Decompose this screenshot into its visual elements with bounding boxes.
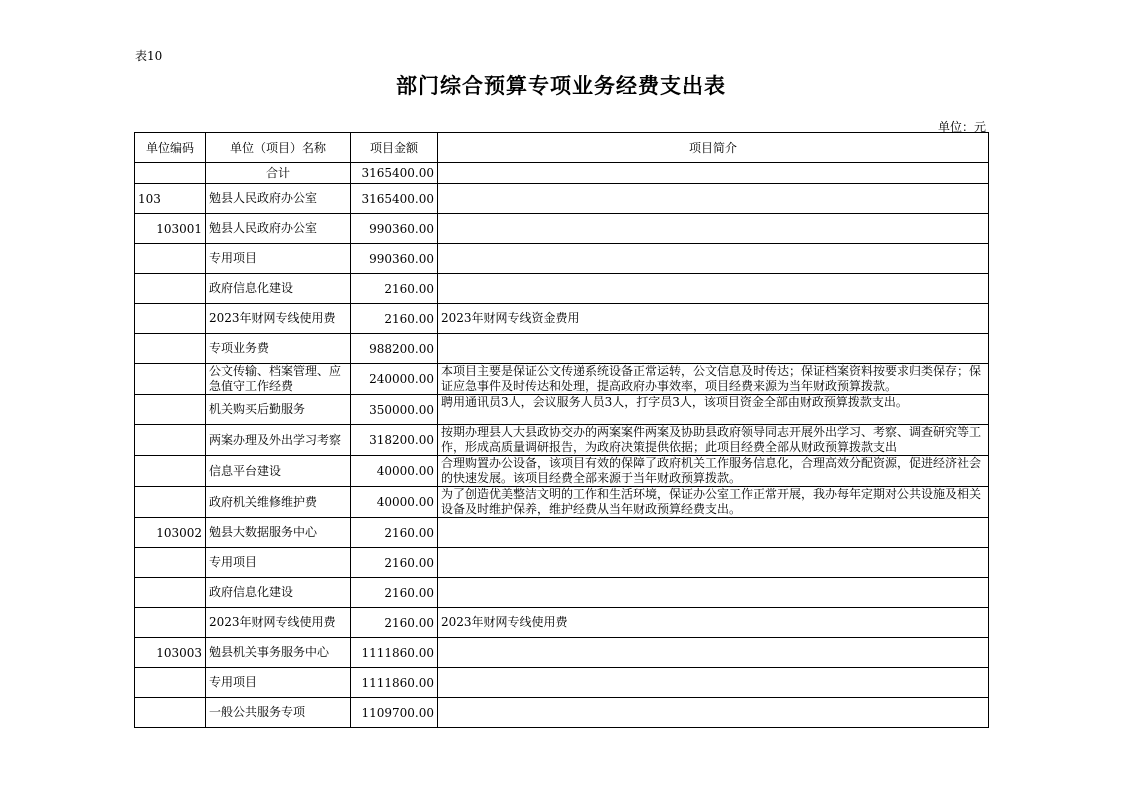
description-cell [438,698,989,728]
total-amount: 3165400.00 [351,163,438,184]
table-row [135,548,989,578]
unit-name-cell: 两案办理及外出学习考察 [206,425,351,456]
table-row [135,456,989,487]
unit-name-cell: 2023年财网专线使用费 [206,608,351,638]
table-row [135,184,989,214]
table-row [135,334,989,364]
total-row [135,163,989,184]
unit-name-cell: 勉县大数据服务中心 [206,518,351,548]
header-unit-name: 单位（项目）名称 [206,133,351,163]
table-row [135,425,989,456]
table-row [135,244,989,274]
unit-name-cell: 政府信息化建设 [206,578,351,608]
unit-code-cell [135,578,206,608]
unit-name-cell: 专用项目 [206,548,351,578]
unit-code-cell: 103 [135,184,206,214]
unit-label: 单位：元 [937,120,986,134]
amount-cell: 318200.00 [351,425,438,456]
amount-cell: 2160.00 [351,304,438,334]
unit-code-cell: 103001 [135,214,206,244]
unit-name-cell: 信息平台建设 [206,456,351,487]
unit-name-cell: 政府信息化建设 [206,274,351,304]
amount-cell: 990360.00 [351,214,438,244]
unit-name-cell: 政府机关维修维护费 [206,487,351,518]
table-body [135,184,989,728]
unit-code-cell [135,364,206,395]
description-cell [438,578,989,608]
unit-name-cell: 专用项目 [206,244,351,274]
unit-code-cell [135,244,206,274]
amount-cell: 2160.00 [351,274,438,304]
unit-name-cell: 机关购买后勤服务 [206,395,351,425]
description-cell: 聘用通讯员3人，会议服务人员3人，打字员3人，该项目资金全部由财政预算拨款支出。 [438,395,989,425]
unit-code-cell [135,487,206,518]
unit-code-cell [135,668,206,698]
table-row [135,487,989,518]
amount-cell: 988200.00 [351,334,438,364]
unit-code-cell [135,548,206,578]
unit-name-cell: 一般公共服务专项 [206,698,351,728]
unit-code-cell [135,334,206,364]
total-label: 合计 [206,163,351,184]
unit-code-cell [135,395,206,425]
description-cell [438,518,989,548]
description-cell [438,214,989,244]
table-row [135,518,989,548]
budget-table [134,132,989,728]
amount-cell: 2160.00 [351,578,438,608]
description-cell [438,274,989,304]
amount-cell: 2160.00 [351,518,438,548]
amount-cell: 2160.00 [351,608,438,638]
table-row [135,304,989,334]
page-title: 部门综合预算专项业务经费支出表 [396,74,726,98]
description-cell: 按期办理县人大县政协交办的两案案件两案及协助县政府领导同志开展外出学习、考察、调查研究等工作，形成高质量调研报告，为政府决策提供依据；此项目经费全部从财政预算拨款支出 [438,425,989,456]
amount-cell: 40000.00 [351,487,438,518]
description-cell [438,548,989,578]
table-row [135,668,989,698]
unit-code-cell [135,425,206,456]
description-cell: 2023年财网专线使用费 [438,608,989,638]
description-cell: 合理购置办公设备，该项目有效的保障了政府机关工作服务信息化，合理高效分配资源，促进经济社会的快速发展。该项目经费全部来源于当年财政预算拨款。 [438,456,989,487]
amount-cell: 2160.00 [351,548,438,578]
header-unit-code: 单位编码 [135,133,206,163]
unit-name-cell: 勉县机关事务服务中心 [206,638,351,668]
amount-cell: 1109700.00 [351,698,438,728]
amount-cell: 40000.00 [351,456,438,487]
description-cell [438,668,989,698]
amount-cell: 1111860.00 [351,668,438,698]
table-row [135,364,989,395]
amount-cell: 3165400.00 [351,184,438,214]
header-amount: 项目金额 [351,133,438,163]
amount-cell: 240000.00 [351,364,438,395]
total-desc-cell [438,163,989,184]
table-row [135,214,989,244]
table-row [135,698,989,728]
description-cell: 2023年财网专线资金费用 [438,304,989,334]
table-row [135,638,989,668]
table-row [135,274,989,304]
unit-code-cell: 103002 [135,518,206,548]
unit-code-cell: 103003 [135,638,206,668]
unit-code-cell [135,608,206,638]
description-cell [438,638,989,668]
unit-name-cell: 勉县人民政府办公室 [206,184,351,214]
unit-code-cell [135,274,206,304]
unit-code-cell [135,698,206,728]
table-header-row [135,133,989,163]
table-row [135,608,989,638]
header-description: 项目简介 [438,133,989,163]
description-cell: 本项目主要是保证公文传递系统设备正常运转，公文信息及时传达；保证档案资料按要求归类保存；保证应急事件及时传达和处理，提高政府办事效率，项目经费来源为当年财政预算拨款。 [438,364,989,395]
description-cell: 为了创造优美整洁文明的工作和生活环境，保证办公室工作正常开展，我办每年定期对公共设施及相关设备及时维护保养，维护经费从当年财政预算经费支出。 [438,487,989,518]
description-cell [438,184,989,214]
table-number: 表10 [135,49,163,63]
description-cell [438,334,989,364]
unit-name-cell: 公文传输、档案管理、应急值守工作经费 [206,364,351,395]
table-row [135,578,989,608]
amount-cell: 990360.00 [351,244,438,274]
amount-cell: 1111860.00 [351,638,438,668]
unit-name-cell: 勉县人民政府办公室 [206,214,351,244]
unit-name-cell: 专项业务费 [206,334,351,364]
unit-code-cell [135,456,206,487]
total-code-cell [135,163,206,184]
unit-code-cell [135,304,206,334]
amount-cell: 350000.00 [351,395,438,425]
unit-name-cell: 2023年财网专线使用费 [206,304,351,334]
table-row [135,395,989,425]
unit-name-cell: 专用项目 [206,668,351,698]
description-cell [438,244,989,274]
